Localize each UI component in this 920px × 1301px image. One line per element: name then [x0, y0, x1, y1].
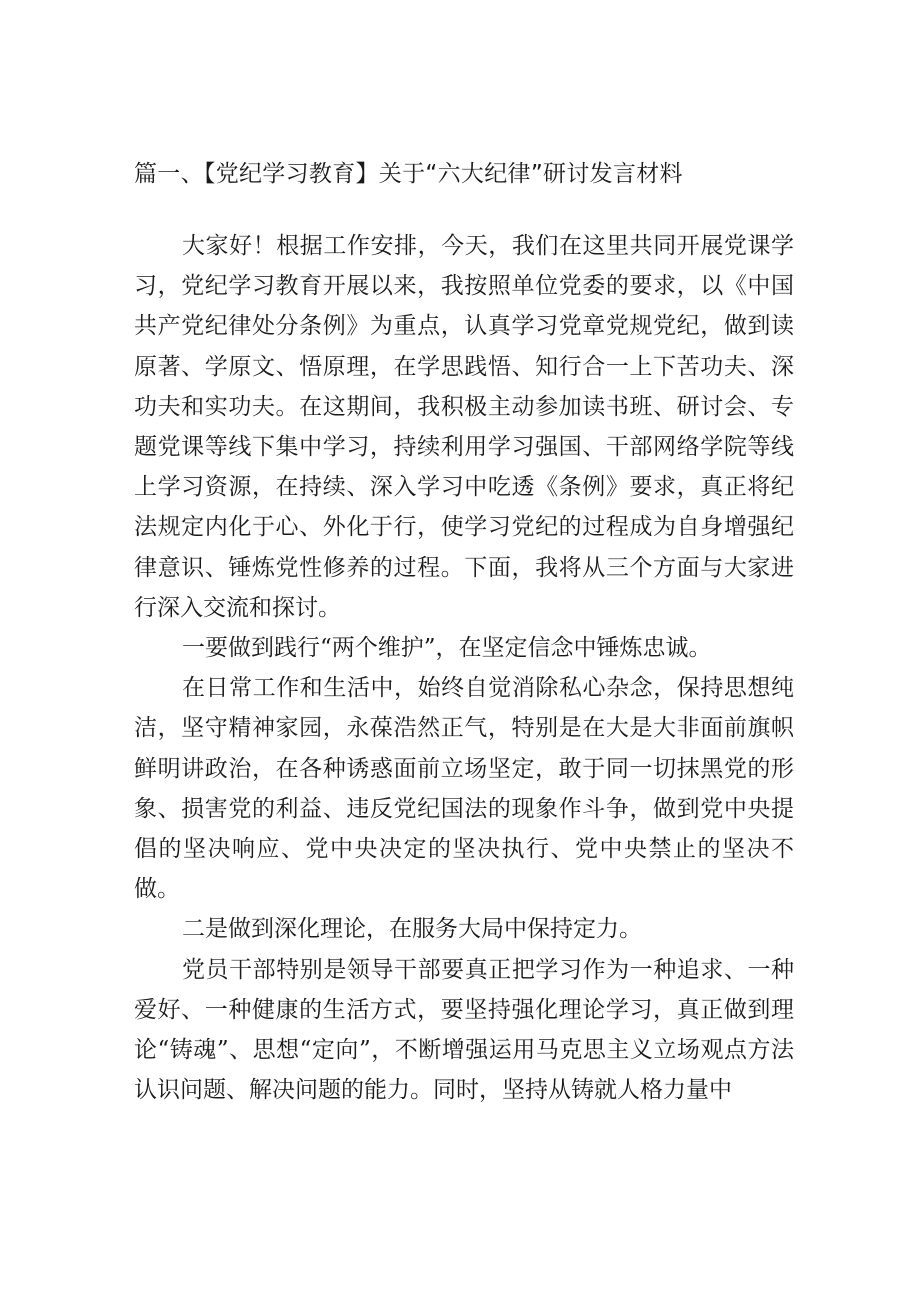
paragraph-body-2: 党员干部特别是领导干部要真正把学习作为一种追求、一种爱好、一种健康的生活方式，要坚持强化理论学习，真正做到理论“铸魂”、思想“定向”，不断增强运用马克思主义立场观点方法认识问题、解决问题的能力。同时，坚持从铸就人格力量中 — [134, 956, 794, 1104]
paragraph-intro: 大家好！根据工作安排，今天，我们在这里共同开展党课学习，党纪学习教育开展以来，我按照单位党委的要求，以《中国共产党纪律处分条例》为重点，认真学习党章党规党纪，做到读原著、学原文、悟原理，在学思践悟、知行合一上下苦功夫、深功夫和实功夫。在这期间，我积极主动参加读书班、研讨会、专题党课等线下集中学习，持续利用学习强国、干部网络学院等线上学习资源，在持续、深入学习中吃透《条例》要求，真正将纪法规定内化于心、外化于行，使学习党纪的过程成为自身增强纪律意识、锤炼党性修养的过程。下面，我将从三个方面与大家进行深入交流和探讨。 — [134, 233, 794, 621]
document-title: 篇一、【党纪学习教育】关于“六大纪律”研讨发言材料 — [134, 161, 683, 187]
paragraph-body-1: 在日常工作和生活中，始终自觉消除私心杂念，保持思想纯洁，坚守精神家园，永葆浩然正气，特别是在大是大非面前旗帜鲜明讲政治，在各种诱惑面前立场坚定，敢于同一切抹黑党的形象、损害党的利益、违反党纪国法的现象作斗争，做到党中央提倡的坚决响应、党中央决定的坚决执行、党中央禁止的坚决不做。 — [134, 675, 794, 903]
paragraph-heading-1: 一要做到践行“两个维护”，在坚定信念中锤炼忠诚。 — [182, 635, 712, 662]
document-body — [134, 226, 794, 1110]
paragraph-heading-2: 二是做到深化理论，在服务大局中保持定力。 — [182, 916, 642, 943]
